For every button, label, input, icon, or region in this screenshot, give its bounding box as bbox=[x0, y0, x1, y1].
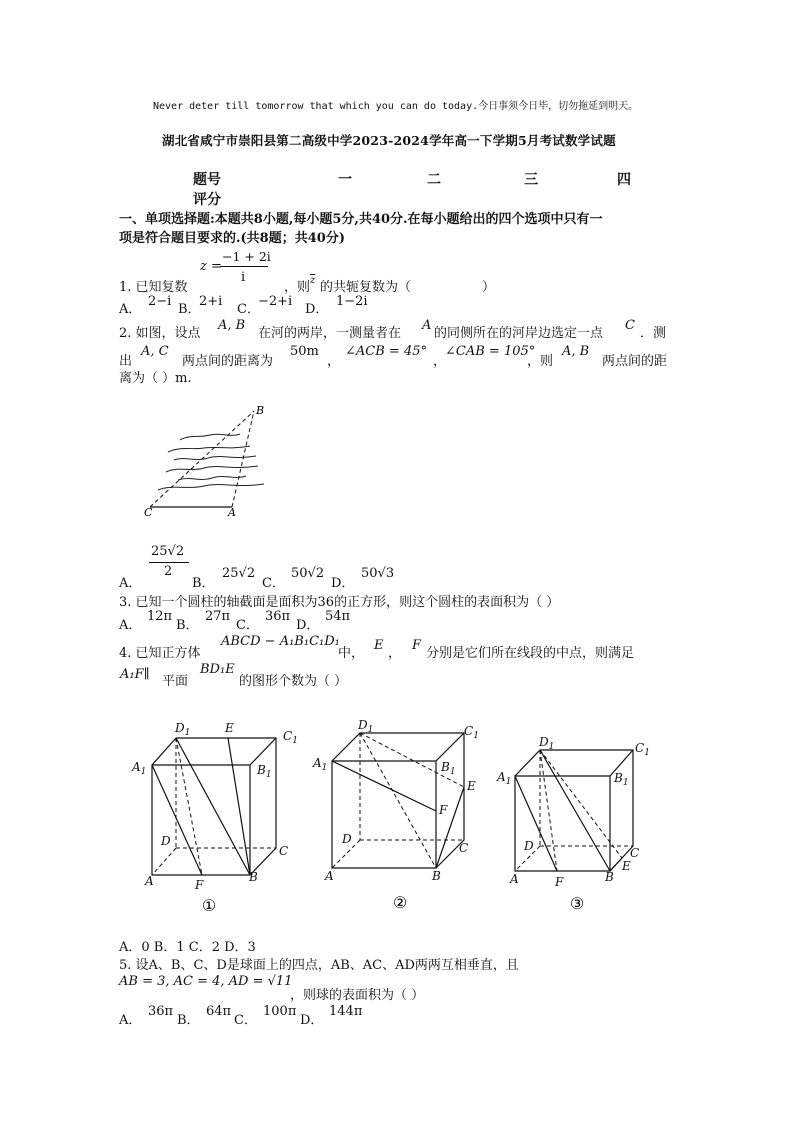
q2-option-a-bar bbox=[149, 562, 189, 563]
q1-fraction-bar bbox=[220, 266, 268, 267]
q5-option-c-label: C． bbox=[234, 1013, 257, 1028]
section-heading-line2: 项是符合题目要求的.(共8题；共40分) bbox=[119, 231, 345, 246]
q2-option-c: 50√2 bbox=[291, 566, 325, 581]
cube2-be bbox=[436, 787, 464, 868]
q2-option-a-den: 2 bbox=[164, 564, 173, 579]
score-row-label: 评分 bbox=[193, 192, 221, 208]
q1-option-b: 2+i bbox=[199, 294, 223, 309]
cube2-label-b: B bbox=[432, 869, 441, 883]
cube1-a1f bbox=[152, 765, 202, 875]
cube2-a1f bbox=[332, 761, 436, 811]
q1-denominator: i bbox=[241, 270, 246, 285]
cube2-label-e: E bbox=[467, 779, 476, 793]
cube1-label-c: C bbox=[279, 844, 289, 858]
q2-option-b-label: B． bbox=[192, 576, 215, 591]
q5-option-b-label: B． bbox=[177, 1013, 200, 1028]
q4-stem-l1d: 分别是它们所在线段的中点，则满足 bbox=[426, 646, 635, 661]
cube2-label-a: A bbox=[325, 869, 334, 883]
cube2-label-a1: $A_1$ bbox=[313, 756, 328, 773]
cube1-edge-b1c1 bbox=[250, 738, 276, 765]
cube3-label-a: A bbox=[510, 872, 519, 886]
q1-option-c: −2+i bbox=[258, 294, 293, 309]
q4-stem-l2b: 平面 bbox=[162, 674, 189, 689]
river-wave-6 bbox=[158, 484, 264, 490]
q2-sep1: ， bbox=[327, 354, 341, 369]
cube3-label-c: C bbox=[630, 846, 640, 860]
cube1-d1f bbox=[176, 738, 202, 875]
cube2-label-c: C bbox=[459, 841, 469, 855]
q2-stem-l2f: 两点间的距 bbox=[602, 354, 668, 369]
q2-angle-acb: ∠ACB = 45° bbox=[345, 344, 427, 359]
cube3-label-c1: $C_1$ bbox=[635, 741, 650, 758]
q3-option-b: 27π bbox=[205, 609, 231, 624]
q3-option-b-label: B． bbox=[176, 618, 199, 633]
q1-numerator: −1 + 2i bbox=[222, 249, 271, 264]
q3-stem: 3. 已知一个圆柱的轴截面是面积为36的正方形，则这个圆柱的表面积为（ ） bbox=[119, 595, 560, 610]
label-b: B bbox=[256, 404, 265, 417]
q4-stem-l2c: 的图形个数为（ ） bbox=[239, 674, 348, 689]
q1-option-c-label: C． bbox=[237, 302, 260, 317]
q2-stem-l2a: 出 bbox=[119, 354, 133, 369]
q5-stem-l2: ，则球的表面积为（ ） bbox=[290, 988, 425, 1003]
q2-points-ac: A, C bbox=[141, 344, 169, 359]
q5-option-d-label: D． bbox=[300, 1013, 324, 1028]
q2-angle-cab: ∠CAB = 105° bbox=[445, 344, 536, 359]
q1-option-a: 2−i bbox=[148, 294, 172, 309]
q4-cube-name: ABCD − A₁B₁C₁D₁ bbox=[221, 634, 340, 649]
q2-points-ab-2: A, B bbox=[562, 344, 590, 359]
q4-stem-l1b: 中， bbox=[338, 646, 365, 661]
q4-options: A．0 B．1 C．2 D．3 bbox=[119, 940, 256, 955]
q1-stem-tail: 的共轭复数为（ bbox=[320, 280, 412, 295]
cube1-ad bbox=[152, 848, 176, 875]
q2-option-d-label: D． bbox=[331, 576, 355, 591]
cube3-label-b1: $B_1$ bbox=[614, 771, 629, 788]
q2-option-d: 50√3 bbox=[361, 566, 395, 581]
q1-stem-close: ） bbox=[482, 280, 496, 295]
q1-formula-lhs: z = bbox=[200, 259, 222, 274]
cube1-label-d: D bbox=[161, 834, 171, 848]
cube3-a1f bbox=[515, 776, 557, 871]
q3-option-c: 36π bbox=[265, 609, 291, 624]
q1-zbar: $\overline{z}$ bbox=[310, 275, 316, 286]
q2-stem-l1a: 2. 如图，设点 bbox=[119, 326, 201, 341]
cube3-label-f: F bbox=[555, 875, 564, 889]
q4-stem-l1c: ， bbox=[388, 646, 402, 661]
q4-point-e: E bbox=[374, 638, 384, 653]
q2-stem-l2e: ，则 bbox=[527, 354, 554, 369]
q5-option-d: 144π bbox=[329, 1004, 363, 1019]
q5-condition: AB = 3, AC = 4, AD = √11 bbox=[119, 974, 293, 989]
segment-cb bbox=[150, 411, 254, 507]
river-diagram bbox=[138, 400, 278, 520]
exam-title: 湖北省咸宁市崇阳县第二高级中学2023-2024学年高一下学期5月考试数学试题 bbox=[162, 133, 616, 148]
cube1-label-a1: $A_1$ bbox=[132, 760, 147, 777]
q2-stem-l1c: 的同侧所在的河岸边选定一点 bbox=[434, 326, 604, 341]
cube3-label-d1: $D_1$ bbox=[539, 735, 555, 752]
q1-stem-comma: ，则 bbox=[284, 280, 311, 295]
score-col-4: 四 bbox=[617, 172, 631, 188]
cube-figure-1 bbox=[125, 713, 310, 913]
q5-option-a: 36π bbox=[148, 1004, 174, 1019]
cube1-label-b1: $B_1$ bbox=[257, 763, 272, 780]
river-wave-1 bbox=[180, 434, 240, 440]
q2-option-c-label: C． bbox=[262, 576, 285, 591]
figure-number-2: ② bbox=[392, 893, 408, 912]
score-table-header: 题号 bbox=[193, 172, 221, 188]
cube-figure-2 bbox=[305, 713, 490, 913]
q2-stem-l1d: ．测 bbox=[640, 326, 667, 341]
q1-option-d-label: D． bbox=[305, 302, 329, 317]
q5-option-b: 64π bbox=[206, 1004, 232, 1019]
q2-point-c: C bbox=[625, 318, 635, 333]
q3-option-a: 12π bbox=[147, 609, 173, 624]
q2-stem-l3: 离为（ ）m. bbox=[119, 371, 192, 386]
cube2-label-b1: $B_1$ bbox=[441, 760, 456, 777]
cube2-label-d1: $D_1$ bbox=[358, 718, 374, 735]
q5-option-c: 100π bbox=[263, 1004, 297, 1019]
q1-option-a-label: A． bbox=[119, 302, 142, 317]
cube2-label-f: F bbox=[439, 803, 448, 817]
motto: Never deter till tomorrow that which you can do today.今日事须今日毕，切勿拖延到明天。 bbox=[153, 101, 639, 112]
q2-point-a: A bbox=[422, 318, 432, 333]
q1-stem: 1. 已知复数 bbox=[119, 280, 188, 295]
q3-option-c-label: C． bbox=[236, 618, 259, 633]
q2-option-b: 25√2 bbox=[222, 566, 256, 581]
q2-sep2: ， bbox=[433, 354, 447, 369]
q4-stem-l1a: 4. 已知正方体 bbox=[119, 646, 201, 661]
section-heading-line1: 一、单项选择题:本题共8小题,每小题5分,共40分.在每小题给出的四个选项中只有一 bbox=[119, 212, 603, 227]
cube3-label-e: E bbox=[622, 859, 631, 873]
cube2-edge-b1c1 bbox=[436, 733, 464, 761]
q4-a1f-parallel: A₁F∥ bbox=[120, 667, 150, 682]
cube1-label-c1: $C_1$ bbox=[283, 729, 298, 746]
figure-number-1: ① bbox=[201, 896, 217, 913]
river-wave-5 bbox=[178, 476, 246, 480]
q4-point-f: F bbox=[412, 638, 422, 653]
q5-stem-l1: 5. 设A、B、C、D是球面上的四点，AB、AC、AD两两互相垂直，且 bbox=[119, 958, 519, 973]
cube3-d1b bbox=[540, 750, 610, 871]
figure-number-3: ③ bbox=[569, 894, 585, 913]
cube1-label-d1: $D_1$ bbox=[175, 721, 191, 738]
cube1-label-f: F bbox=[195, 878, 204, 892]
cube2-label-d: D bbox=[342, 832, 352, 846]
q1-option-d: 1−2i bbox=[336, 294, 368, 309]
cube1-label-e: E bbox=[225, 721, 234, 735]
q2-option-a-label: A． bbox=[119, 576, 142, 591]
score-col-1: 一 bbox=[338, 172, 352, 188]
cube1-label-a: A bbox=[145, 874, 154, 888]
q3-option-d: 54π bbox=[325, 609, 351, 624]
q1-option-b-label: B． bbox=[178, 302, 201, 317]
q2-stem-l2b: 两点间的距离为 bbox=[182, 354, 274, 369]
q5-option-a-label: A． bbox=[119, 1013, 142, 1028]
river-wave-4 bbox=[166, 466, 258, 472]
q4-plane: BD₁E bbox=[200, 662, 235, 677]
q3-option-d-label: D． bbox=[296, 618, 320, 633]
q3-option-a-label: A． bbox=[119, 618, 142, 633]
q2-stem-l1b: 在河的两岸，一测量者在 bbox=[258, 326, 402, 341]
q2-distance: 50m bbox=[290, 344, 319, 359]
cube3-label-d: D bbox=[524, 839, 534, 853]
score-col-3: 三 bbox=[524, 172, 538, 188]
cube3-label-b: B bbox=[605, 870, 614, 884]
score-col-2: 二 bbox=[427, 172, 441, 188]
river-wave-2 bbox=[168, 446, 250, 452]
q2-points-ab: A, B bbox=[218, 318, 246, 333]
cube3-label-a1: $A_1$ bbox=[497, 770, 512, 787]
q2-option-a-num: 25√2 bbox=[151, 544, 185, 559]
cube-figure-3 bbox=[492, 730, 662, 915]
label-a: A bbox=[228, 506, 236, 519]
cube2-label-c1: $C_1$ bbox=[464, 724, 479, 741]
cube1-label-b: B bbox=[249, 870, 258, 884]
segment-ab bbox=[232, 411, 254, 507]
label-c: C bbox=[144, 506, 153, 519]
